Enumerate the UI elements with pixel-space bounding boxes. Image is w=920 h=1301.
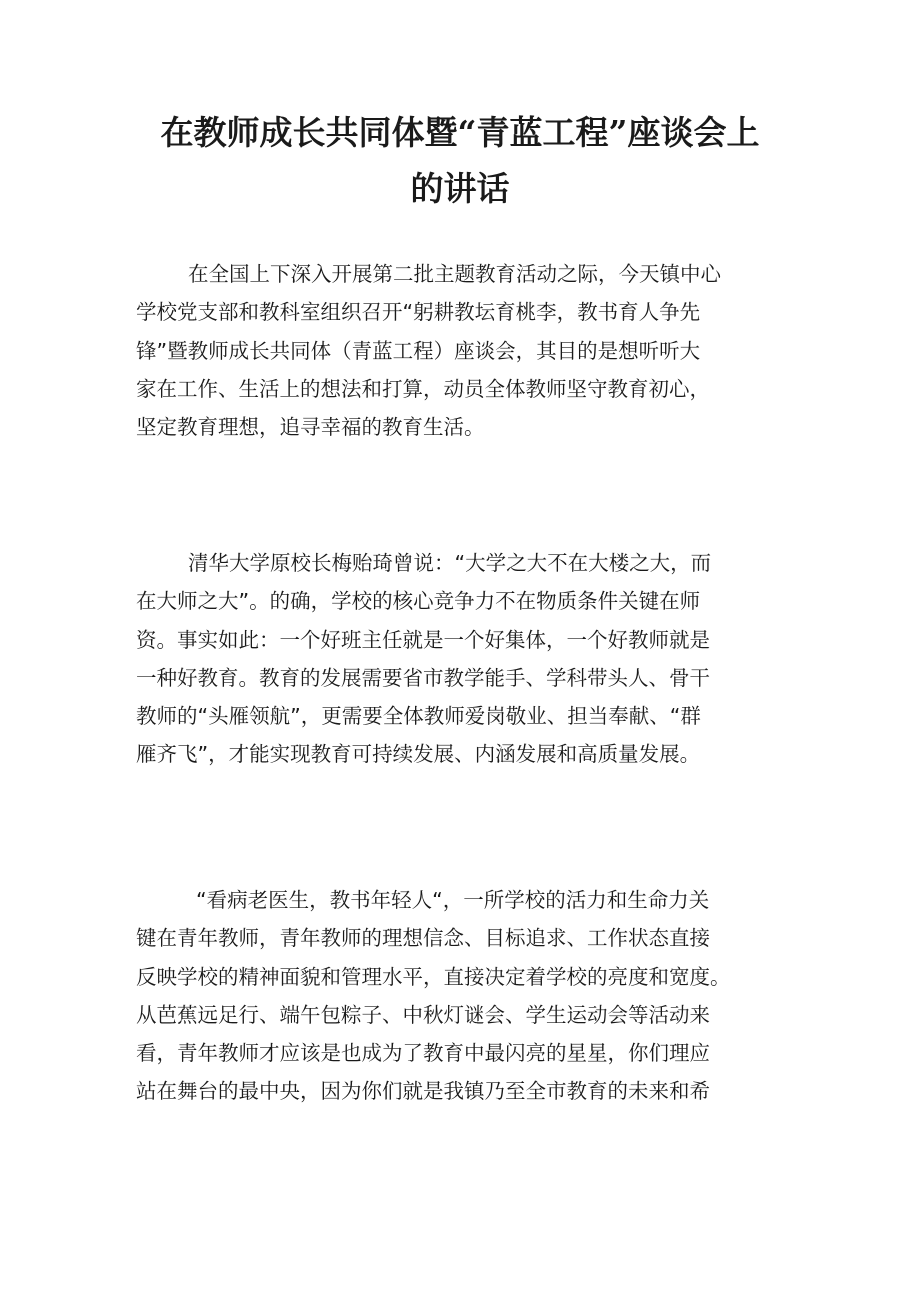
document-title	[120, 105, 800, 217]
paragraph-line: 清华大学原校长梅贻琦曾说：“大学之大不在大楼之大，而	[188, 551, 712, 575]
paragraph-line: 反映学校的精神面貌和管理水平，直接决定着学校的亮度和宽度。	[136, 964, 731, 989]
title-line: 的讲话	[410, 169, 510, 208]
paragraph-line: 从芭蕉远足行、端午包粽子、中秋灯谜会、学生运动会等活动来	[136, 1002, 710, 1027]
paragraph-line: “看病老医生，教书年轻人“，一所学校的活力和生命力关	[196, 888, 710, 912]
paragraph-line: 锋”暨教师成长共同体（青蓝工程）座谈会，其目的是想听听大	[136, 338, 701, 363]
paragraph-line: 教师的“头雁领航”，更需要全体教师爱岗敬业、担当奉献、“群	[136, 704, 701, 729]
paragraph-1	[136, 255, 796, 446]
paragraph-line: 键在青年教师，青年教师的理想信念、目标追求、工作状态直接	[136, 926, 710, 951]
paragraph-line: 家在工作、生活上的想法和打算，动员全体教师坚守教育初心，	[136, 376, 710, 401]
paragraph-line: 坚定教育理想，追寻幸福的教育生活。	[136, 415, 485, 440]
paragraph-line: 雁齐飞”，才能实现教育可持续发展、内涵发展和高质量发展。	[136, 742, 701, 767]
paragraph-2	[136, 544, 796, 774]
paragraph-line: 站在舞台的最中央，因为你们就是我镇乃至全市教育的未来和希	[136, 1079, 710, 1104]
paragraph-line: 学校党支部和教科室组织召开“躬耕教坛育桃李，教书育人争先	[136, 300, 701, 325]
paragraph-line: 在大师之大”。的确，学校的核心竞争力不在物质条件关键在师	[136, 589, 701, 614]
paragraph-line: 在全国上下深入开展第二批主题教育活动之际，今天镇中心	[188, 262, 721, 286]
title-line: 在教师成长共同体暨“青蓝工程”座谈会上	[160, 113, 760, 152]
paragraph-line: 看，青年教师才应该是也成为了教育中最闪亮的星星，你们理应	[136, 1041, 710, 1066]
paragraph-line: 一种好教育。教育的发展需要省市教学能手、学科带头人、骨干	[136, 665, 710, 690]
paragraph-line: 资。事实如此：一个好班主任就是一个好集体，一个好教师就是	[136, 627, 710, 652]
paragraph-3	[136, 881, 796, 1111]
